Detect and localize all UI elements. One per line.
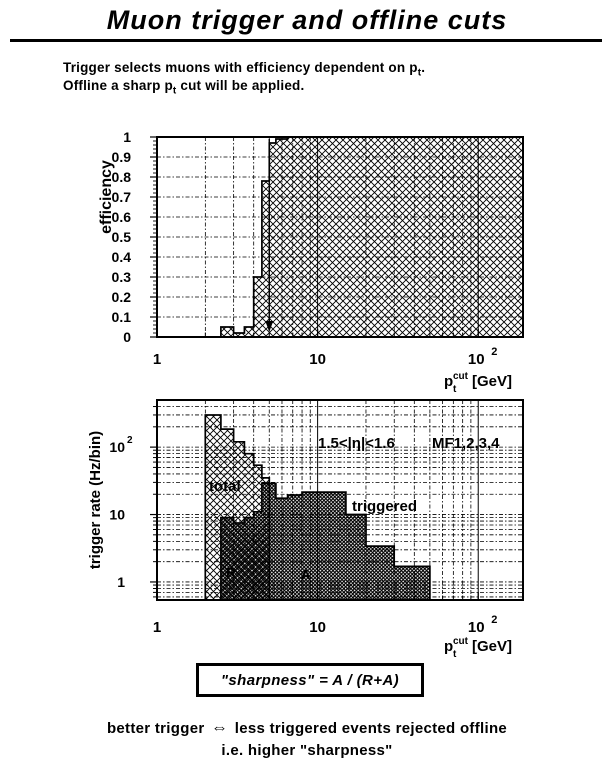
plot-efficiency (98, 129, 523, 395)
x-axis-label-unit: [GeV] (472, 638, 513, 655)
y-tick-label: 1 (117, 573, 125, 590)
intro-line-2: Offline a sharp $p_t$ cut will be applied. (63, 78, 305, 97)
y-axis-label: efficiency (98, 160, 115, 234)
x-tick-label: 10 (309, 619, 326, 636)
y-tick-label: 0.3 (111, 269, 131, 285)
x-tick-label-exponent: 2 (491, 614, 498, 626)
y-tick-label: 0.6 (111, 209, 131, 225)
y-tick-label: 0.4 (111, 249, 131, 265)
sharpness-formula: "sharpness" = A / (R+A) (220, 671, 400, 689)
x-axis-label: p (444, 373, 454, 390)
y-tick-label: 0.7 (111, 189, 131, 205)
x-axis-label-sup: cut (453, 371, 468, 382)
efficiency-histogram-fill (221, 137, 523, 337)
double-arrow-symbol: ⇔ (210, 718, 229, 737)
x-tick-label: 10 (467, 351, 485, 368)
footer-line-1: better trigger ⇔ less triggered events rejected offline (106, 718, 508, 737)
plot-annotation: A (301, 567, 311, 582)
plot-annotation: 1.5<|η|<1.6 (318, 435, 395, 452)
y-axis-label: trigger rate (Hz/bin) (87, 430, 104, 570)
y-tick-label: 10 (109, 506, 125, 523)
x-tick-label: 10 (309, 351, 326, 368)
x-tick-label-exponent: 2 (491, 346, 498, 358)
pt-subscript: t (417, 67, 422, 79)
intro-line-1: Trigger selects muons with efficiency dependent on $p_t$. (63, 60, 426, 79)
plot-annotation: triggered (352, 498, 418, 515)
y-tick-label: 0.5 (111, 229, 131, 245)
plot-trigger-rate (87, 400, 523, 660)
x-axis-label: p (444, 638, 454, 655)
y-tick-label-exponent: 2 (127, 435, 133, 447)
y-tick-label: 0 (123, 329, 131, 345)
footer-line-2: i.e. higher "sharpness" (221, 742, 393, 759)
x-axis-label-sub: t (453, 384, 457, 395)
x-tick-label: 10 (467, 619, 485, 636)
sharpness-formula-box (196, 663, 424, 697)
plot-annotation: MF1,2,3,4 (432, 435, 500, 452)
x-tick-label: 1 (152, 619, 162, 636)
y-tick-label: 10 (109, 439, 125, 456)
page-title: Muon trigger and offline cuts (106, 5, 508, 35)
plot-annotation: total (209, 478, 241, 495)
y-tick-label: 0.1 (111, 309, 131, 325)
footer-text (0, 717, 614, 762)
y-tick-label: 0.2 (111, 289, 131, 305)
x-axis-label-sub: t (453, 649, 457, 660)
y-tick-label: 0.8 (111, 169, 131, 185)
plot-annotation: R (226, 565, 236, 580)
y-tick-label: 1 (123, 129, 131, 145)
pt-subscript: t (172, 85, 177, 97)
x-axis-label-unit: [GeV] (472, 373, 513, 390)
x-tick-label: 1 (152, 351, 162, 368)
y-tick-label: 0.9 (111, 149, 131, 165)
x-axis-label-sup: cut (453, 636, 468, 647)
